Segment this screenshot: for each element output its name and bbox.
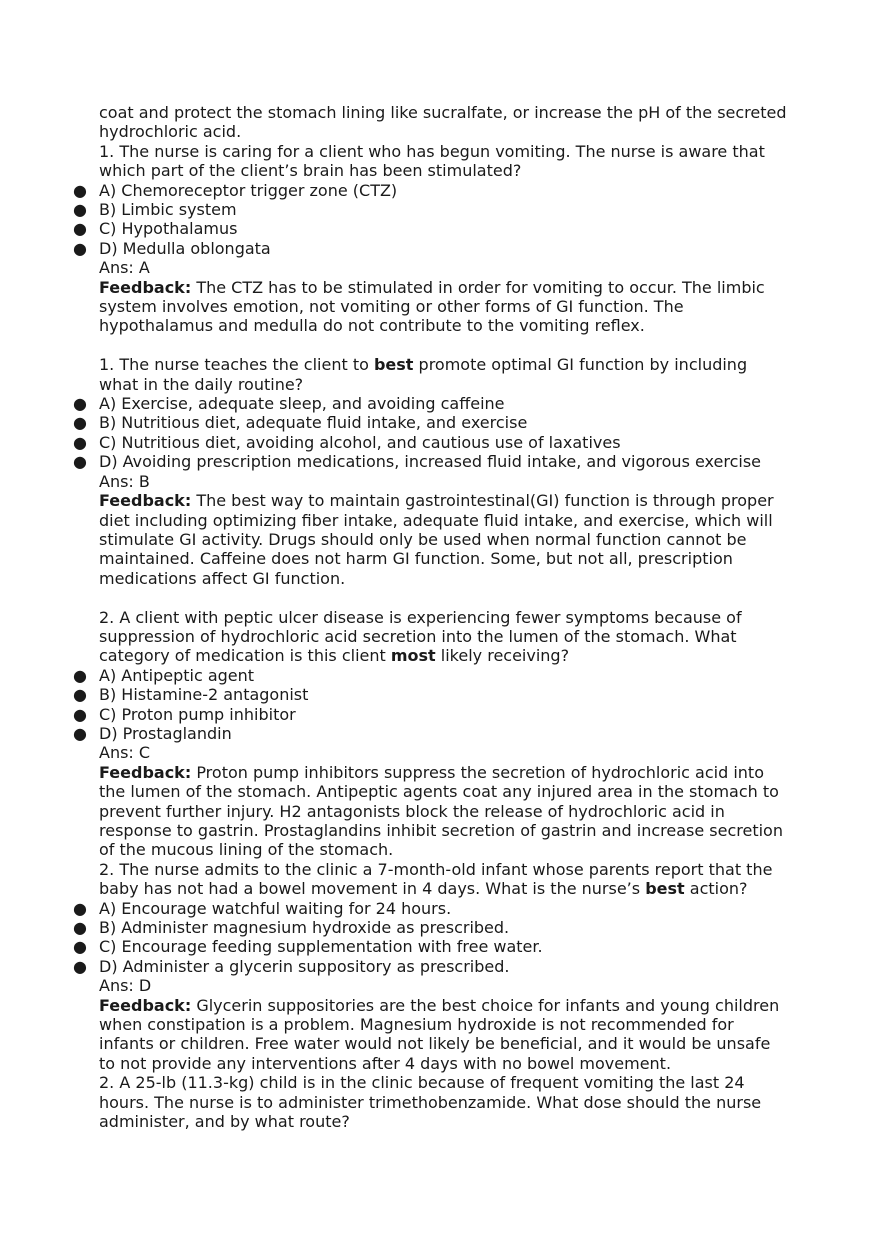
feedback-line bbox=[99, 569, 820, 588]
question-stem-line bbox=[99, 879, 820, 898]
answer-option bbox=[73, 452, 820, 472]
bullet-icon: ● bbox=[73, 937, 87, 957]
question-stem-line bbox=[99, 355, 820, 374]
emphasis-word: best bbox=[373, 355, 414, 375]
bullet-icon: ● bbox=[73, 723, 87, 743]
option-text: D) Prostaglandin bbox=[99, 723, 232, 743]
feedback-text: to not provide any interventions after 4 days with no bowel movement. bbox=[99, 1053, 672, 1073]
feedback-text: system involves emotion, not vomiting or other forms of GI function. The bbox=[99, 297, 684, 317]
question-stem-line: hours. The nurse is to administer trimethobenzamide. What dose should the nurse bbox=[99, 1092, 762, 1112]
question-block bbox=[73, 355, 820, 607]
feedback-label: Feedback: bbox=[99, 995, 192, 1015]
feedback-line bbox=[99, 1034, 820, 1053]
question-block bbox=[73, 859, 820, 1073]
answer-option bbox=[73, 219, 820, 239]
bullet-icon: ● bbox=[73, 238, 87, 258]
intro-line: hydrochloric acid. bbox=[99, 122, 242, 142]
option-text: D) Medulla oblongata bbox=[99, 238, 271, 258]
feedback-text: infants or children. Free water would not likely be beneficial, and it would be unsafe bbox=[99, 1034, 771, 1054]
feedback-text: medications affect GI function. bbox=[99, 568, 346, 588]
option-text: C) Hypothalamus bbox=[99, 219, 238, 239]
bullet-icon: ● bbox=[73, 432, 87, 452]
answer-key: Ans: B bbox=[99, 471, 150, 491]
stem-text: 2. A client with peptic ulcer disease is experiencing fewer symptoms because of bbox=[99, 607, 742, 627]
answer-option bbox=[73, 937, 820, 957]
option-text: B) Histamine-2 antagonist bbox=[99, 685, 309, 705]
feedback-line bbox=[99, 278, 820, 297]
feedback-label: Feedback: bbox=[99, 491, 192, 511]
feedback-line bbox=[99, 530, 820, 549]
bullet-icon: ● bbox=[73, 704, 87, 724]
option-text: B) Limbic system bbox=[99, 200, 237, 220]
stem-text: which part of the client’s brain has been stimulated? bbox=[99, 161, 522, 181]
feedback-text: when constipation is a problem. Magnesium hydroxide is not recommended for bbox=[99, 1015, 734, 1035]
stem-text: category of medication is this client bbox=[99, 646, 391, 666]
stem-text: action? bbox=[684, 879, 748, 899]
feedback-line bbox=[99, 491, 820, 510]
option-text: D) Administer a glycerin suppository as prescribed. bbox=[99, 956, 510, 976]
option-text: D) Avoiding prescription medications, increased fluid intake, and vigorous exercise bbox=[99, 452, 762, 472]
bullet-icon: ● bbox=[73, 956, 87, 976]
stem-text: baby has not had a bowel movement in 4 days. What is the nurse’s bbox=[99, 879, 646, 899]
feedback-line bbox=[99, 297, 820, 316]
bullet-icon: ● bbox=[73, 180, 87, 200]
feedback-line bbox=[99, 549, 820, 568]
feedback-text: response to gastrin. Prostaglandins inhibit secretion of gastrin and increase secretion bbox=[99, 821, 783, 840]
feedback-text: maintained. Caffeine does not harm GI function. Some, but not all, prescription bbox=[99, 549, 733, 569]
answer-option bbox=[73, 180, 820, 200]
intro-line: coat and protect the stomach lining like sucralfate, or increase the pH of the secreted bbox=[99, 103, 787, 122]
answer-option bbox=[73, 394, 820, 414]
question-stem-line bbox=[99, 646, 820, 665]
answer-key: Ans: C bbox=[99, 743, 151, 763]
question-stem-line: 2. A 25-lb (11.3-kg) child is in the clinic because of frequent vomiting the last 24 bbox=[99, 1073, 745, 1093]
bullet-icon: ● bbox=[73, 413, 87, 433]
paragraph-gap bbox=[99, 588, 820, 607]
question-stem-line: administer, and by what route? bbox=[99, 1112, 350, 1132]
bullet-icon: ● bbox=[73, 685, 87, 705]
stem-text: suppression of hydrochloric acid secretion into the lumen of the stomach. What bbox=[99, 626, 737, 646]
stem-text: promote optimal GI function by including bbox=[413, 355, 748, 375]
stem-text: what in the daily routine? bbox=[99, 374, 304, 394]
answer-option bbox=[73, 200, 820, 220]
answer-option bbox=[73, 898, 820, 918]
feedback-text: prevent further injury. H2 antagonists block the release of hydrochloric acid in bbox=[99, 801, 725, 821]
bullet-icon: ● bbox=[73, 898, 87, 918]
answer-option bbox=[73, 665, 820, 685]
answer-key: Ans: D bbox=[99, 976, 152, 996]
feedback-line bbox=[99, 1015, 820, 1034]
answer-key: Ans: A bbox=[99, 258, 150, 278]
option-text: A) Exercise, adequate sleep, and avoiding caffeine bbox=[99, 394, 505, 414]
feedback-text: Glycerin suppositories are the best choice for infants and young children bbox=[196, 995, 780, 1015]
question-block bbox=[73, 607, 820, 860]
option-text: C) Proton pump inhibitor bbox=[99, 704, 296, 724]
bullet-icon: ● bbox=[73, 394, 87, 414]
question-stem-line bbox=[99, 375, 820, 394]
question-stem-line bbox=[99, 142, 820, 161]
feedback-text: the lumen of the stomach. Antipeptic agents coat any injured area in the stomach to bbox=[99, 782, 779, 802]
answer-option bbox=[73, 918, 820, 938]
feedback-label: Feedback: bbox=[99, 762, 192, 782]
question-stem-line bbox=[99, 627, 820, 646]
paragraph-gap bbox=[99, 336, 820, 355]
feedback-line bbox=[99, 511, 820, 530]
question-block bbox=[73, 141, 820, 355]
option-text: C) Encourage feeding supplementation with free water. bbox=[99, 937, 543, 957]
bullet-icon: ● bbox=[73, 219, 87, 239]
answer-option bbox=[73, 956, 820, 976]
feedback-line bbox=[99, 782, 820, 801]
answer-option bbox=[73, 704, 820, 724]
answer-option bbox=[73, 238, 820, 258]
answer-option bbox=[73, 413, 820, 433]
emphasis-word: best bbox=[645, 879, 685, 899]
feedback-text: diet including optimizing fiber intake, adequate fluid intake, and exercise, which will bbox=[99, 510, 773, 530]
bullet-icon: ● bbox=[73, 452, 87, 472]
feedback-text: The CTZ has to be stimulated in order for vomiting to occur. The limbic bbox=[196, 277, 765, 297]
answer-option bbox=[73, 723, 820, 743]
feedback-line bbox=[99, 763, 820, 782]
bullet-icon: ● bbox=[73, 918, 87, 938]
bullet-icon: ● bbox=[73, 200, 87, 220]
feedback-line bbox=[99, 316, 820, 335]
stem-text: likely receiving? bbox=[435, 646, 570, 666]
feedback-text: of the mucous lining of the stomach. bbox=[99, 840, 394, 860]
stem-text: 2. The nurse admits to the clinic a 7-month-old infant whose parents report that the bbox=[99, 859, 773, 879]
bullet-icon: ● bbox=[73, 665, 87, 685]
question-stem-line bbox=[99, 860, 820, 879]
option-text: C) Nutritious diet, avoiding alcohol, and cautious use of laxatives bbox=[99, 432, 621, 452]
feedback-text: Proton pump inhibitors suppress the secretion of hydrochloric acid into bbox=[196, 762, 764, 782]
feedback-label: Feedback: bbox=[99, 277, 192, 297]
feedback-text: The best way to maintain gastrointestinal(GI) function is through proper bbox=[196, 491, 774, 511]
answer-option bbox=[73, 685, 820, 705]
emphasis-word: most bbox=[390, 646, 436, 666]
feedback-line bbox=[99, 802, 820, 821]
feedback-line bbox=[99, 1054, 820, 1073]
question-stem-line bbox=[99, 161, 820, 180]
option-text: A) Chemoreceptor trigger zone (CTZ) bbox=[99, 180, 398, 200]
option-text: A) Encourage watchful waiting for 24 hours. bbox=[99, 898, 452, 918]
question-stem-line bbox=[99, 608, 820, 627]
stem-text: 1. The nurse teaches the client to bbox=[99, 355, 374, 375]
feedback-text: hypothalamus and medulla do not contribute to the vomiting reflex. bbox=[99, 316, 645, 336]
option-text: B) Nutritious diet, adequate fluid intake, and exercise bbox=[99, 413, 528, 433]
feedback-line bbox=[99, 821, 820, 840]
answer-option bbox=[73, 432, 820, 452]
option-text: A) Antipeptic agent bbox=[99, 665, 255, 685]
feedback-text: stimulate GI activity. Drugs should only be used when normal function cannot be bbox=[99, 529, 747, 549]
stem-text: 1. The nurse is caring for a client who has begun vomiting. The nurse is aware that bbox=[99, 141, 765, 161]
feedback-line bbox=[99, 996, 820, 1015]
option-text: B) Administer magnesium hydroxide as prescribed. bbox=[99, 918, 510, 938]
feedback-line bbox=[99, 840, 820, 859]
